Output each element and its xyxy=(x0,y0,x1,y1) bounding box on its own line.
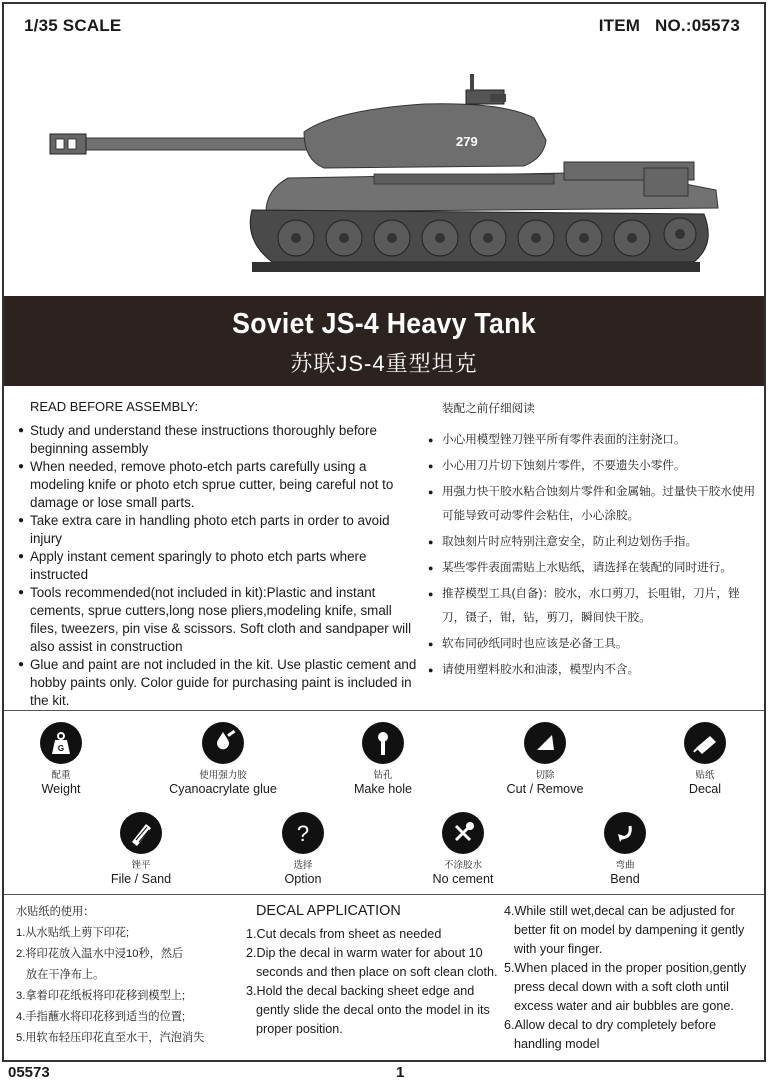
footer-item-number: 05573 xyxy=(8,1064,50,1080)
instruction-item-zh: ● 用强力快干胶水粘合蚀刻片零件和金属轴。过量快干胶水使用可能导致可动零件会粘住，小心涂胶。 xyxy=(428,480,758,528)
instruction-item: ● When needed, remove photo-etch parts carefully using a modeling knife or photo etch sprue cutter, being careful not to damage or lose small parts. xyxy=(18,458,422,512)
instruction-item-zh: ● 取蚀刻片时应特别注意安全，防止利边划伤手指。 xyxy=(428,530,758,554)
instructions-heading-zh: 装配之前仔细阅读 xyxy=(442,402,535,415)
instruction-item-zh: ● 小心用模型锉刀锉平所有零件表面的注射浇口。 xyxy=(428,428,758,452)
divider xyxy=(4,894,764,895)
decal-instructions-chinese: 水贴纸的使用： 1.从水贴纸上剪下印花; 2.将印花放入温水中浸10秒，然后 放在干净布上。 3.拿着印花纸板将印花移到模型上; 4.手指蘸水将印花移到适当的位置; 5.用软布轻压印花直至水干，汽泡消失 xyxy=(16,906,205,1044)
turret-number: 279 xyxy=(456,134,478,149)
instruction-item-zh: ● 请使用塑料胶水和油漆，模型内不含。 xyxy=(428,658,758,682)
decal-icon xyxy=(684,722,726,764)
symbol-bend: 弯曲 Bend xyxy=(550,812,700,886)
symbol-glue: 使用强力胶 Cyanoacrylate glue xyxy=(148,722,298,796)
file-icon xyxy=(120,812,162,854)
instruction-item-zh: ● 某些零件表面需贴上水贴纸，请选择在装配的同时进行。 xyxy=(428,556,758,580)
instruction-item-zh: ● 小心用刀片切下蚀刻片零件，不要遗失小零件。 xyxy=(428,454,758,478)
instruction-item: ● Glue and paint are not included in the kit. Use plastic cement and hobby paints only. Color guide for purchasing paint is included in the kit. xyxy=(18,656,422,710)
knife-icon xyxy=(524,722,566,764)
instruction-item: ● Take extra care in handling photo etch parts in order to avoid injury xyxy=(18,512,422,548)
decal-instructions-english-cont: 4.While still wet,decal can be adjusted for better fit on model by dampening it gently with your finger. 5.When placed in the proper position,gently press decal down with a soft cloth until excess water and air bubbles are gone. 6.Allow decal to dry completely before handling model xyxy=(504,904,747,1051)
symbol-file: 锉平 File / Sand xyxy=(66,812,216,886)
item-number: ITEM NO.:05573 xyxy=(598,16,740,35)
symbol-cut: 切除 Cut / Remove xyxy=(470,722,620,796)
drill-icon xyxy=(362,722,404,764)
svg-text:?: ? xyxy=(296,821,310,846)
divider xyxy=(4,710,764,711)
symbol-drill: 钻孔 Make hole xyxy=(308,722,458,796)
question-icon xyxy=(282,812,324,854)
symbol-decal: 贴纸 Decal xyxy=(630,722,768,796)
bend-icon xyxy=(604,812,646,854)
title-band xyxy=(4,296,764,386)
instruction-item: ● Apply instant cement sparingly to photo etch parts where instructed xyxy=(18,548,422,584)
no-cement-icon xyxy=(442,812,484,854)
symbol-option: ? 选择 Option xyxy=(228,812,378,886)
title-english: Soviet JS-4 Heavy Tank xyxy=(232,308,536,340)
instructions-english xyxy=(18,398,422,710)
decal-instructions-english: DECAL APPLICATION 1.Cut decals from sheet as needed 2.Dip the decal in warm water for about 10 seconds and then place on soft clean cloth. 3.Hold the decal backing sheet edge and gently slide the decal onto the model in its proper position. xyxy=(246,902,504,1039)
tank-drawing xyxy=(4,40,764,296)
svg-text:G: G xyxy=(57,744,65,753)
decal-heading: DECAL APPLICATION xyxy=(256,903,401,919)
instruction-item-zh: ● 软布同砂纸同时也应该是必备工具。 xyxy=(428,632,758,656)
instruction-item: ● Study and understand these instructions thoroughly before beginning assembly xyxy=(18,422,422,458)
glue-drop-icon xyxy=(202,722,244,764)
title-chinese: 苏联JS-4重型坦克 xyxy=(290,351,478,376)
tank-illustration xyxy=(4,40,764,296)
symbol-weight: G 配重 Weight xyxy=(0,722,136,796)
instruction-item: ● Tools recommended(not included in kit):Plastic and instant cements, sprue cutters,long nose pliers,modeling knife, small files, tweezers, pin vise & scissors. Soft cloth and sandpaper will also assist in construction xyxy=(18,584,422,656)
instruction-item-zh: ● 推荐模型工具(自备)：胶水，水口剪刀，长咀钳，刀片，锉刀，镊子，钳，钻，剪刀，瞬间快干胶。 xyxy=(428,582,758,630)
page-number: 1 xyxy=(396,1064,405,1080)
weight-icon xyxy=(40,722,82,764)
scale-label: 1/35 SCALE xyxy=(24,16,122,35)
symbol-no-cement: 不涂胶水 No cement xyxy=(388,812,538,886)
instructions-chinese xyxy=(428,398,758,684)
instructions-heading: READ BEFORE ASSEMBLY: xyxy=(30,399,199,414)
